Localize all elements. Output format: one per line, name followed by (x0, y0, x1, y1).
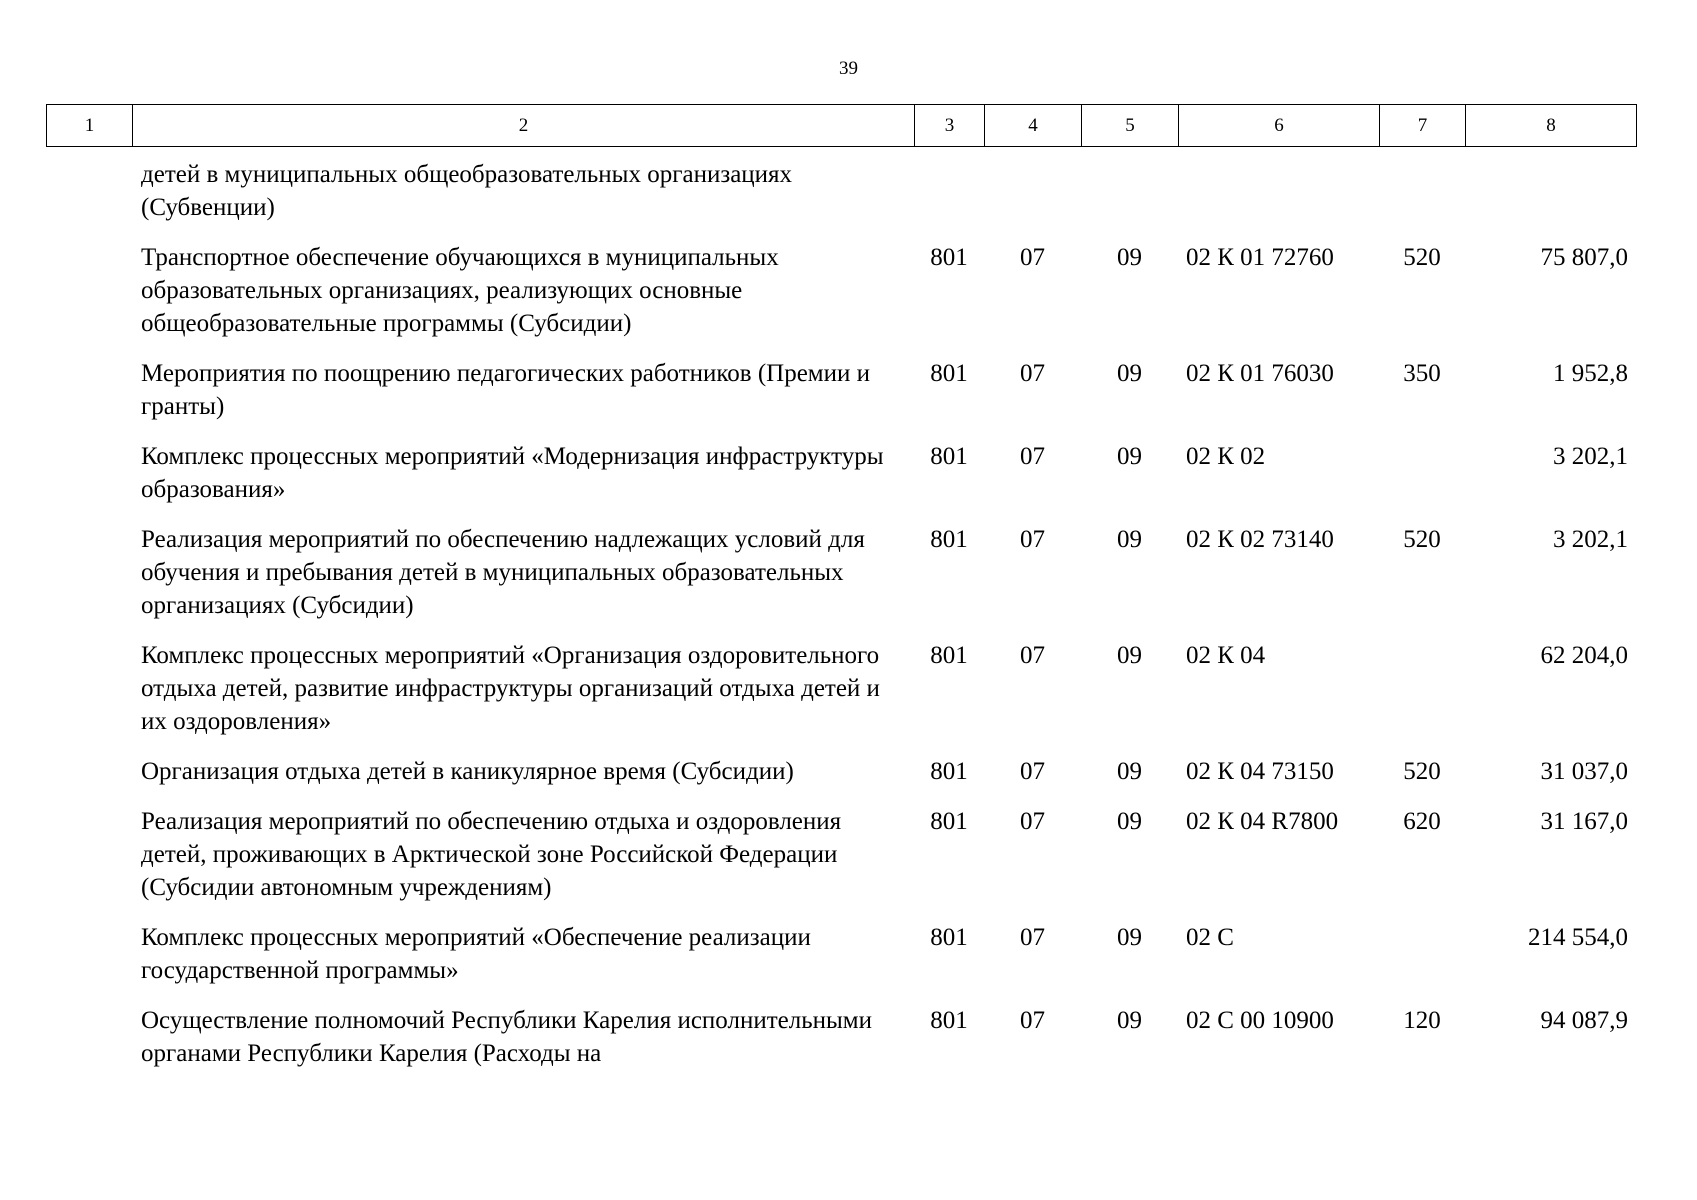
row-code-section: 07 (1020, 642, 1045, 669)
row-code-target (1178, 158, 1379, 241)
row-code-target: 02 К 02 (1186, 443, 1266, 470)
table-row (46, 805, 1636, 921)
table-row (46, 523, 1636, 639)
row-amount: 31 037,0 (1540, 758, 1628, 785)
row-name: Реализация мероприятий по обеспечению надлежащих условий для обучения и пребывания детей в муниципальных образовательных организациях (Субсидии) (141, 526, 865, 619)
row-code-section: 07 (1020, 360, 1045, 387)
row-code-subsection: 09 (1117, 808, 1142, 835)
row-code-expense-type: 620 (1403, 808, 1441, 835)
row-code-expense-type: 120 (1403, 1007, 1441, 1034)
row-amount: 75 807,0 (1540, 244, 1628, 271)
row-code-subsection: 09 (1117, 443, 1142, 470)
column-header-table (46, 104, 1637, 147)
row-code-target: 02 К 04 R7800 (1186, 808, 1339, 835)
row-code-expense-type: 520 (1403, 758, 1441, 785)
row-code-target: 02 К 01 76030 (1186, 360, 1334, 387)
column-number-1: 1 (47, 105, 133, 147)
row-code-subsection: 09 (1117, 526, 1142, 553)
row-code-subsection: 09 (1117, 360, 1142, 387)
row-code-subsection: 09 (1117, 1007, 1142, 1034)
column-number-7: 7 (1380, 105, 1466, 147)
table-row (46, 921, 1636, 1004)
row-code-subsection: 09 (1117, 244, 1142, 271)
row-code-expense-type: 520 (1403, 244, 1441, 271)
table-row (46, 755, 1636, 805)
row-code-administrator: 801 (930, 360, 968, 387)
row-code-target: 02 К 04 (1186, 642, 1266, 669)
column-header-row (47, 105, 1637, 147)
row-code-target: 02 С (1186, 924, 1234, 951)
row-name: Реализация мероприятий по обеспечению отдыха и оздоровления детей, проживающих в Арктической зоне Российской Федерации (Субсидии автономным учреждениям) (141, 808, 842, 901)
row-name: Комплекс процессных мероприятий «Модернизация инфраструктуры образования» (141, 443, 884, 503)
row-code-administrator: 801 (930, 526, 968, 553)
column-number-5: 5 (1082, 105, 1179, 147)
row-code-section: 07 (1020, 1007, 1045, 1034)
row-code-administrator: 801 (930, 1007, 968, 1034)
row-name: Комплекс процессных мероприятий «Обеспечение реализации государственной программы» (141, 924, 811, 984)
row-code-target: 02 С 00 10900 (1186, 1007, 1334, 1034)
row-code-section: 07 (1020, 526, 1045, 553)
budget-table-body (46, 158, 1636, 1087)
row-name: Организация отдыха детей в каникулярное время (Субсидии) (141, 758, 794, 785)
column-number-6: 6 (1179, 105, 1380, 147)
row-code-target: 02 К 01 72760 (1186, 244, 1334, 271)
row-code-expense-type (1379, 921, 1465, 1004)
row-code-target: 02 К 02 73140 (1186, 526, 1334, 553)
row-amount: 31 167,0 (1540, 808, 1628, 835)
row-code-administrator: 801 (930, 924, 968, 951)
row-code-administrator: 801 (930, 808, 968, 835)
row-code-subsection: 09 (1117, 642, 1142, 669)
table-row (46, 357, 1636, 440)
column-number-3: 3 (915, 105, 985, 147)
table-row (46, 1004, 1636, 1087)
row-code-subsection: 09 (1117, 758, 1142, 785)
table-row (46, 440, 1636, 523)
row-amount: 94 087,9 (1540, 1007, 1628, 1034)
row-code-section (984, 158, 1081, 241)
row-code-section: 07 (1020, 808, 1045, 835)
row-amount: 3 202,1 (1553, 526, 1628, 553)
row-amount: 214 554,0 (1528, 924, 1628, 951)
row-code-section: 07 (1020, 244, 1045, 271)
row-name: Мероприятия по поощрению педагогических работников (Премии и гранты) (141, 360, 871, 420)
row-code-expense-type: 350 (1403, 360, 1441, 387)
row-name: Осуществление полномочий Республики Карелия исполнительными органами Республики Карелия (Расходы на (141, 1007, 872, 1067)
row-name: детей в муниципальных общеобразовательных организациях (Субвенции) (141, 161, 793, 221)
table-row (46, 639, 1636, 755)
table-row (46, 241, 1636, 357)
row-code-administrator: 801 (930, 758, 968, 785)
row-code-administrator: 801 (930, 443, 968, 470)
row-amount: 3 202,1 (1553, 443, 1628, 470)
row-amount: 1 952,8 (1553, 360, 1628, 387)
table-row (46, 158, 1636, 241)
row-code-administrator: 801 (930, 244, 968, 271)
row-code-expense-type: 520 (1403, 526, 1441, 553)
row-code-expense-type (1379, 639, 1465, 755)
row-code-expense-type (1379, 440, 1465, 523)
column-number-4: 4 (985, 105, 1082, 147)
row-code-section: 07 (1020, 443, 1045, 470)
row-code-administrator: 801 (930, 642, 968, 669)
row-code-administrator (914, 158, 984, 241)
row-code-section: 07 (1020, 758, 1045, 785)
page-number: 39 (839, 58, 858, 79)
row-code-expense-type (1379, 158, 1465, 241)
row-code-target: 02 К 04 73150 (1186, 758, 1334, 785)
row-amount: 62 204,0 (1540, 642, 1628, 669)
row-code-section: 07 (1020, 924, 1045, 951)
row-amount (1465, 158, 1636, 241)
column-number-2: 2 (133, 105, 915, 147)
row-name: Транспортное обеспечение обучающихся в муниципальных образовательных организациях, реализующих основные общеобразовательные программы (Субсидии) (141, 244, 779, 337)
row-code-subsection (1081, 158, 1178, 241)
row-name: Комплекс процессных мероприятий «Организация оздоровительного отдыха детей, развитие инфраструктуры организаций отдыха детей и их оздоровления» (141, 642, 880, 735)
row-code-subsection: 09 (1117, 924, 1142, 951)
column-number-8: 8 (1466, 105, 1637, 147)
